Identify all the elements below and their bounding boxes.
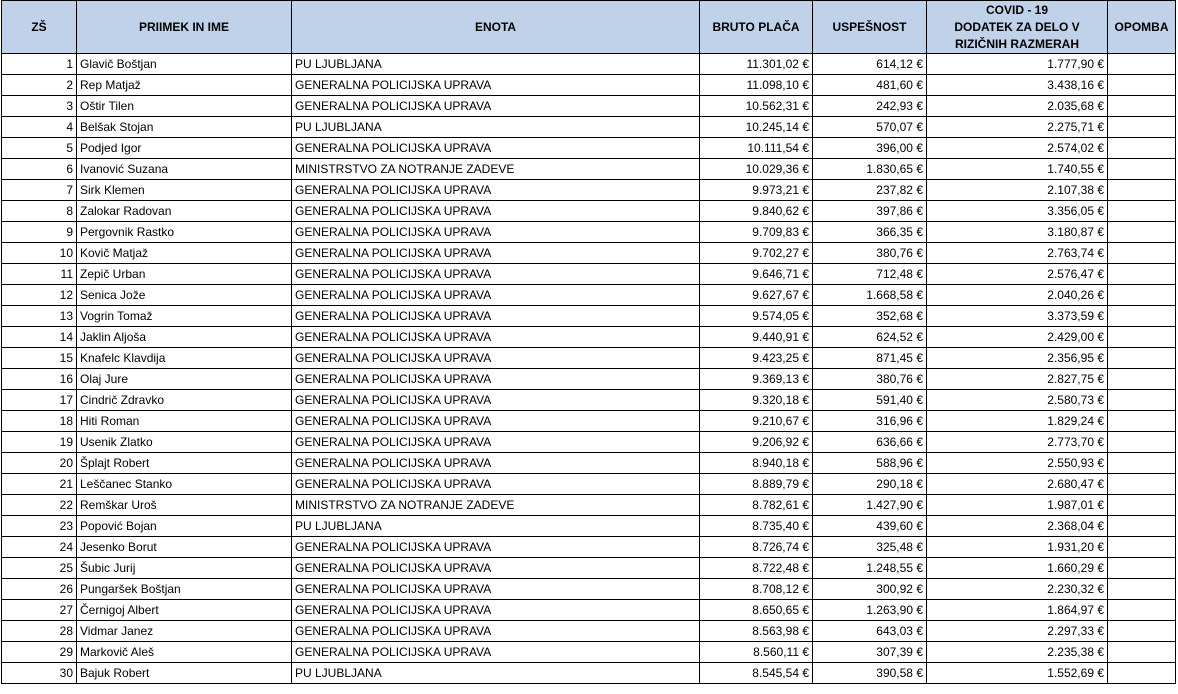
cell-zs: 21 — [2, 474, 77, 495]
cell-note — [1108, 453, 1176, 474]
cell-performance: 325,48 € — [813, 537, 927, 558]
cell-unit: GENERALNA POLICIJSKA UPRAVA — [292, 327, 700, 348]
cell-zs: 28 — [2, 621, 77, 642]
cell-unit: GENERALNA POLICIJSKA UPRAVA — [292, 474, 700, 495]
cell-name: Rep Matjaž — [77, 75, 292, 96]
cell-note — [1108, 621, 1176, 642]
cell-covid-allowance: 2.356,95 € — [927, 348, 1108, 369]
cell-unit: GENERALNA POLICIJSKA UPRAVA — [292, 390, 700, 411]
cell-zs: 12 — [2, 285, 77, 306]
cell-name: Popović Bojan — [77, 516, 292, 537]
cell-name: Remškar Uroš — [77, 495, 292, 516]
cell-gross-salary: 8.560,11 € — [700, 642, 813, 663]
cell-covid-allowance: 2.040,26 € — [927, 285, 1108, 306]
cell-name: Markovič Aleš — [77, 642, 292, 663]
cell-note — [1108, 516, 1176, 537]
cell-unit: PU LJUBLJANA — [292, 516, 700, 537]
cell-name: Vogrin Tomaž — [77, 306, 292, 327]
cell-performance: 481,60 € — [813, 75, 927, 96]
cell-covid-allowance: 2.574,02 € — [927, 138, 1108, 159]
cell-gross-salary: 8.563,98 € — [700, 621, 813, 642]
cell-performance: 624,52 € — [813, 327, 927, 348]
cell-unit: GENERALNA POLICIJSKA UPRAVA — [292, 264, 700, 285]
cell-performance: 396,00 € — [813, 138, 927, 159]
cell-covid-allowance: 2.763,74 € — [927, 243, 1108, 264]
cell-covid-allowance: 2.576,47 € — [927, 264, 1108, 285]
cell-zs: 17 — [2, 390, 77, 411]
cell-zs: 14 — [2, 327, 77, 348]
cell-note — [1108, 138, 1176, 159]
table-row — [2, 579, 1176, 600]
cell-name: Šplajt Robert — [77, 453, 292, 474]
salary-table — [1, 0, 1176, 684]
cell-zs: 30 — [2, 663, 77, 684]
header-row — [2, 1, 1176, 54]
cell-unit: PU LJUBLJANA — [292, 663, 700, 684]
table-row — [2, 390, 1176, 411]
cell-gross-salary: 8.722,48 € — [700, 558, 813, 579]
cell-unit: GENERALNA POLICIJSKA UPRAVA — [292, 411, 700, 432]
cell-name: Ivanović Suzana — [77, 159, 292, 180]
cell-covid-allowance: 1.987,01 € — [927, 495, 1108, 516]
cell-name: Glavič Boštjan — [77, 54, 292, 75]
cell-performance: 1.263,90 € — [813, 600, 927, 621]
cell-name: Černigoj Albert — [77, 600, 292, 621]
cell-gross-salary: 10.245,14 € — [700, 117, 813, 138]
cell-zs: 8 — [2, 201, 77, 222]
cell-gross-salary: 10.111,54 € — [700, 138, 813, 159]
cell-performance: 290,18 € — [813, 474, 927, 495]
header-covid-allowance — [927, 1, 1108, 54]
cell-name: Belšak Stojan — [77, 117, 292, 138]
cell-name: Zalokar Radovan — [77, 201, 292, 222]
cell-zs: 29 — [2, 642, 77, 663]
header-covid-line-1: COVID - 19 — [985, 2, 1048, 17]
cell-gross-salary: 9.423,25 € — [700, 348, 813, 369]
cell-covid-allowance: 1.552,69 € — [927, 663, 1108, 684]
cell-unit: PU LJUBLJANA — [292, 117, 700, 138]
table-row — [2, 495, 1176, 516]
cell-performance: 1.427,90 € — [813, 495, 927, 516]
cell-note — [1108, 285, 1176, 306]
table-row — [2, 642, 1176, 663]
cell-name: Kovič Matjaž — [77, 243, 292, 264]
table-row — [2, 285, 1176, 306]
table-row — [2, 138, 1176, 159]
cell-gross-salary: 9.320,18 € — [700, 390, 813, 411]
cell-performance: 242,93 € — [813, 96, 927, 117]
cell-performance: 588,96 € — [813, 453, 927, 474]
cell-zs: 11 — [2, 264, 77, 285]
cell-unit: MINISTRSTVO ZA NOTRANJE ZADEVE — [292, 159, 700, 180]
cell-performance: 397,86 € — [813, 201, 927, 222]
cell-name: Knafelc Klavdija — [77, 348, 292, 369]
cell-performance: 712,48 € — [813, 264, 927, 285]
cell-performance: 1.248,55 € — [813, 558, 927, 579]
cell-name: Bajuk Robert — [77, 663, 292, 684]
cell-performance: 570,07 € — [813, 117, 927, 138]
cell-covid-allowance: 2.580,73 € — [927, 390, 1108, 411]
cell-covid-allowance: 2.827,75 € — [927, 369, 1108, 390]
cell-zs: 4 — [2, 117, 77, 138]
cell-gross-salary: 9.206,92 € — [700, 432, 813, 453]
table-row — [2, 663, 1176, 684]
cell-note — [1108, 348, 1176, 369]
cell-zs: 7 — [2, 180, 77, 201]
cell-unit: GENERALNA POLICIJSKA UPRAVA — [292, 75, 700, 96]
cell-performance: 300,92 € — [813, 579, 927, 600]
cell-zs: 1 — [2, 54, 77, 75]
cell-unit: GENERALNA POLICIJSKA UPRAVA — [292, 558, 700, 579]
header-covid-line-2: DODATEK ZA DELO V — [954, 19, 1080, 34]
cell-gross-salary: 10.562,31 € — [700, 96, 813, 117]
cell-gross-salary: 9.210,67 € — [700, 411, 813, 432]
header-zs: ZŠ — [2, 1, 77, 54]
cell-unit: GENERALNA POLICIJSKA UPRAVA — [292, 306, 700, 327]
cell-note — [1108, 54, 1176, 75]
cell-covid-allowance: 2.680,47 € — [927, 474, 1108, 495]
table-row — [2, 96, 1176, 117]
cell-performance: 380,76 € — [813, 369, 927, 390]
cell-zs: 6 — [2, 159, 77, 180]
cell-performance: 390,58 € — [813, 663, 927, 684]
cell-gross-salary: 9.702,27 € — [700, 243, 813, 264]
cell-unit: GENERALNA POLICIJSKA UPRAVA — [292, 453, 700, 474]
table-row — [2, 117, 1176, 138]
cell-unit: GENERALNA POLICIJSKA UPRAVA — [292, 138, 700, 159]
table-row — [2, 453, 1176, 474]
cell-gross-salary: 8.708,12 € — [700, 579, 813, 600]
cell-name: Olaj Jure — [77, 369, 292, 390]
cell-name: Jesenko Borut — [77, 537, 292, 558]
cell-gross-salary: 9.840,62 € — [700, 201, 813, 222]
cell-name: Oštir Tilen — [77, 96, 292, 117]
cell-unit: GENERALNA POLICIJSKA UPRAVA — [292, 369, 700, 390]
cell-name: Senica Jože — [77, 285, 292, 306]
table-row — [2, 348, 1176, 369]
cell-performance: 643,03 € — [813, 621, 927, 642]
cell-note — [1108, 306, 1176, 327]
cell-covid-allowance: 1.829,24 € — [927, 411, 1108, 432]
table-row — [2, 159, 1176, 180]
cell-unit: GENERALNA POLICIJSKA UPRAVA — [292, 222, 700, 243]
cell-gross-salary: 9.646,71 € — [700, 264, 813, 285]
table-header — [2, 1, 1176, 54]
cell-note — [1108, 558, 1176, 579]
cell-name: Leščanec Stanko — [77, 474, 292, 495]
table-row — [2, 369, 1176, 390]
cell-gross-salary: 8.726,74 € — [700, 537, 813, 558]
cell-zs: 16 — [2, 369, 77, 390]
cell-gross-salary: 9.627,67 € — [700, 285, 813, 306]
cell-note — [1108, 474, 1176, 495]
cell-covid-allowance: 1.777,90 € — [927, 54, 1108, 75]
cell-zs: 5 — [2, 138, 77, 159]
cell-zs: 3 — [2, 96, 77, 117]
cell-note — [1108, 411, 1176, 432]
cell-name: Hiti Roman — [77, 411, 292, 432]
cell-zs: 2 — [2, 75, 77, 96]
cell-unit: GENERALNA POLICIJSKA UPRAVA — [292, 600, 700, 621]
cell-performance: 1.668,58 € — [813, 285, 927, 306]
cell-covid-allowance: 3.356,05 € — [927, 201, 1108, 222]
cell-gross-salary: 8.650,65 € — [700, 600, 813, 621]
cell-gross-salary: 9.574,05 € — [700, 306, 813, 327]
header-performance: USPEŠNOST — [813, 1, 927, 54]
cell-note — [1108, 75, 1176, 96]
cell-zs: 18 — [2, 411, 77, 432]
table-row — [2, 621, 1176, 642]
cell-covid-allowance: 2.275,71 € — [927, 117, 1108, 138]
table-row — [2, 516, 1176, 537]
table-row — [2, 180, 1176, 201]
cell-gross-salary: 11.301,02 € — [700, 54, 813, 75]
cell-note — [1108, 327, 1176, 348]
cell-gross-salary: 11.098,10 € — [700, 75, 813, 96]
cell-performance: 307,39 € — [813, 642, 927, 663]
header-name: PRIIMEK IN IME — [77, 1, 292, 54]
header-covid-line-3: RIZIČNIH RAZMERAH — [955, 36, 1079, 51]
cell-gross-salary: 9.440,91 € — [700, 327, 813, 348]
cell-covid-allowance: 3.180,87 € — [927, 222, 1108, 243]
table-row — [2, 201, 1176, 222]
cell-name: Sirk Klemen — [77, 180, 292, 201]
cell-covid-allowance: 2.035,68 € — [927, 96, 1108, 117]
cell-note — [1108, 180, 1176, 201]
cell-note — [1108, 663, 1176, 684]
cell-performance: 366,35 € — [813, 222, 927, 243]
cell-covid-allowance: 2.230,32 € — [927, 579, 1108, 600]
cell-performance: 237,82 € — [813, 180, 927, 201]
table-row — [2, 558, 1176, 579]
cell-gross-salary: 8.889,79 € — [700, 474, 813, 495]
cell-performance: 871,45 € — [813, 348, 927, 369]
cell-note — [1108, 495, 1176, 516]
cell-unit: GENERALNA POLICIJSKA UPRAVA — [292, 579, 700, 600]
cell-name: Vidmar Janez — [77, 621, 292, 642]
cell-unit: GENERALNA POLICIJSKA UPRAVA — [292, 432, 700, 453]
cell-note — [1108, 264, 1176, 285]
cell-covid-allowance: 2.429,00 € — [927, 327, 1108, 348]
cell-note — [1108, 600, 1176, 621]
cell-gross-salary: 8.545,54 € — [700, 663, 813, 684]
cell-covid-allowance: 1.931,20 € — [927, 537, 1108, 558]
table-row — [2, 600, 1176, 621]
table-row — [2, 474, 1176, 495]
cell-zs: 10 — [2, 243, 77, 264]
table-row — [2, 243, 1176, 264]
cell-performance: 591,40 € — [813, 390, 927, 411]
cell-performance: 1.830,65 € — [813, 159, 927, 180]
cell-unit: MINISTRSTVO ZA NOTRANJE ZADEVE — [292, 495, 700, 516]
cell-zs: 24 — [2, 537, 77, 558]
cell-performance: 316,96 € — [813, 411, 927, 432]
cell-note — [1108, 579, 1176, 600]
cell-covid-allowance: 2.107,38 € — [927, 180, 1108, 201]
cell-note — [1108, 117, 1176, 138]
table-row — [2, 537, 1176, 558]
cell-zs: 22 — [2, 495, 77, 516]
cell-covid-allowance: 1.864,97 € — [927, 600, 1108, 621]
cell-zs: 19 — [2, 432, 77, 453]
cell-gross-salary: 9.369,13 € — [700, 369, 813, 390]
cell-gross-salary: 8.782,61 € — [700, 495, 813, 516]
cell-zs: 9 — [2, 222, 77, 243]
cell-gross-salary: 8.940,18 € — [700, 453, 813, 474]
cell-zs: 26 — [2, 579, 77, 600]
cell-gross-salary: 8.735,40 € — [700, 516, 813, 537]
cell-unit: GENERALNA POLICIJSKA UPRAVA — [292, 243, 700, 264]
cell-note — [1108, 642, 1176, 663]
cell-note — [1108, 390, 1176, 411]
cell-performance: 380,76 € — [813, 243, 927, 264]
cell-name: Jaklin Aljoša — [77, 327, 292, 348]
cell-performance: 352,68 € — [813, 306, 927, 327]
cell-note — [1108, 537, 1176, 558]
cell-covid-allowance: 2.297,33 € — [927, 621, 1108, 642]
header-gross-salary: BRUTO PLAČA — [700, 1, 813, 54]
table-body — [2, 54, 1176, 684]
cell-zs: 20 — [2, 453, 77, 474]
cell-gross-salary: 9.709,83 € — [700, 222, 813, 243]
cell-note — [1108, 96, 1176, 117]
cell-name: Pergovnik Rastko — [77, 222, 292, 243]
table-row — [2, 75, 1176, 96]
table-row — [2, 306, 1176, 327]
cell-covid-allowance: 1.660,29 € — [927, 558, 1108, 579]
cell-note — [1108, 201, 1176, 222]
cell-covid-allowance: 2.773,70 € — [927, 432, 1108, 453]
cell-unit: GENERALNA POLICIJSKA UPRAVA — [292, 348, 700, 369]
table-row — [2, 432, 1176, 453]
cell-performance: 614,12 € — [813, 54, 927, 75]
cell-covid-allowance: 2.235,38 € — [927, 642, 1108, 663]
cell-name: Pungaršek Boštjan — [77, 579, 292, 600]
cell-note — [1108, 159, 1176, 180]
table-row — [2, 54, 1176, 75]
cell-covid-allowance: 3.373,59 € — [927, 306, 1108, 327]
cell-unit: GENERALNA POLICIJSKA UPRAVA — [292, 642, 700, 663]
table-row — [2, 411, 1176, 432]
cell-gross-salary: 9.973,21 € — [700, 180, 813, 201]
cell-performance: 636,66 € — [813, 432, 927, 453]
cell-note — [1108, 432, 1176, 453]
cell-performance: 439,60 € — [813, 516, 927, 537]
cell-zs: 25 — [2, 558, 77, 579]
cell-gross-salary: 10.029,36 € — [700, 159, 813, 180]
header-unit: ENOTA — [292, 1, 700, 54]
cell-covid-allowance: 1.740,55 € — [927, 159, 1108, 180]
cell-name: Šubic Jurij — [77, 558, 292, 579]
cell-unit: GENERALNA POLICIJSKA UPRAVA — [292, 537, 700, 558]
cell-unit: GENERALNA POLICIJSKA UPRAVA — [292, 285, 700, 306]
cell-unit: GENERALNA POLICIJSKA UPRAVA — [292, 621, 700, 642]
cell-zs: 15 — [2, 348, 77, 369]
cell-zs: 23 — [2, 516, 77, 537]
cell-name: Cindrič Zdravko — [77, 390, 292, 411]
cell-name: Usenik Zlatko — [77, 432, 292, 453]
cell-unit: GENERALNA POLICIJSKA UPRAVA — [292, 201, 700, 222]
header-note: OPOMBA — [1108, 1, 1176, 54]
cell-unit: GENERALNA POLICIJSKA UPRAVA — [292, 96, 700, 117]
table-row — [2, 264, 1176, 285]
cell-note — [1108, 222, 1176, 243]
cell-zs: 13 — [2, 306, 77, 327]
cell-note — [1108, 243, 1176, 264]
table-row — [2, 327, 1176, 348]
cell-covid-allowance: 2.368,04 € — [927, 516, 1108, 537]
cell-name: Zepič Urban — [77, 264, 292, 285]
cell-unit: PU LJUBLJANA — [292, 54, 700, 75]
cell-unit: GENERALNA POLICIJSKA UPRAVA — [292, 180, 700, 201]
cell-covid-allowance: 2.550,93 € — [927, 453, 1108, 474]
cell-name: Podjed Igor — [77, 138, 292, 159]
cell-zs: 27 — [2, 600, 77, 621]
cell-covid-allowance: 3.438,16 € — [927, 75, 1108, 96]
cell-note — [1108, 369, 1176, 390]
table-row — [2, 222, 1176, 243]
